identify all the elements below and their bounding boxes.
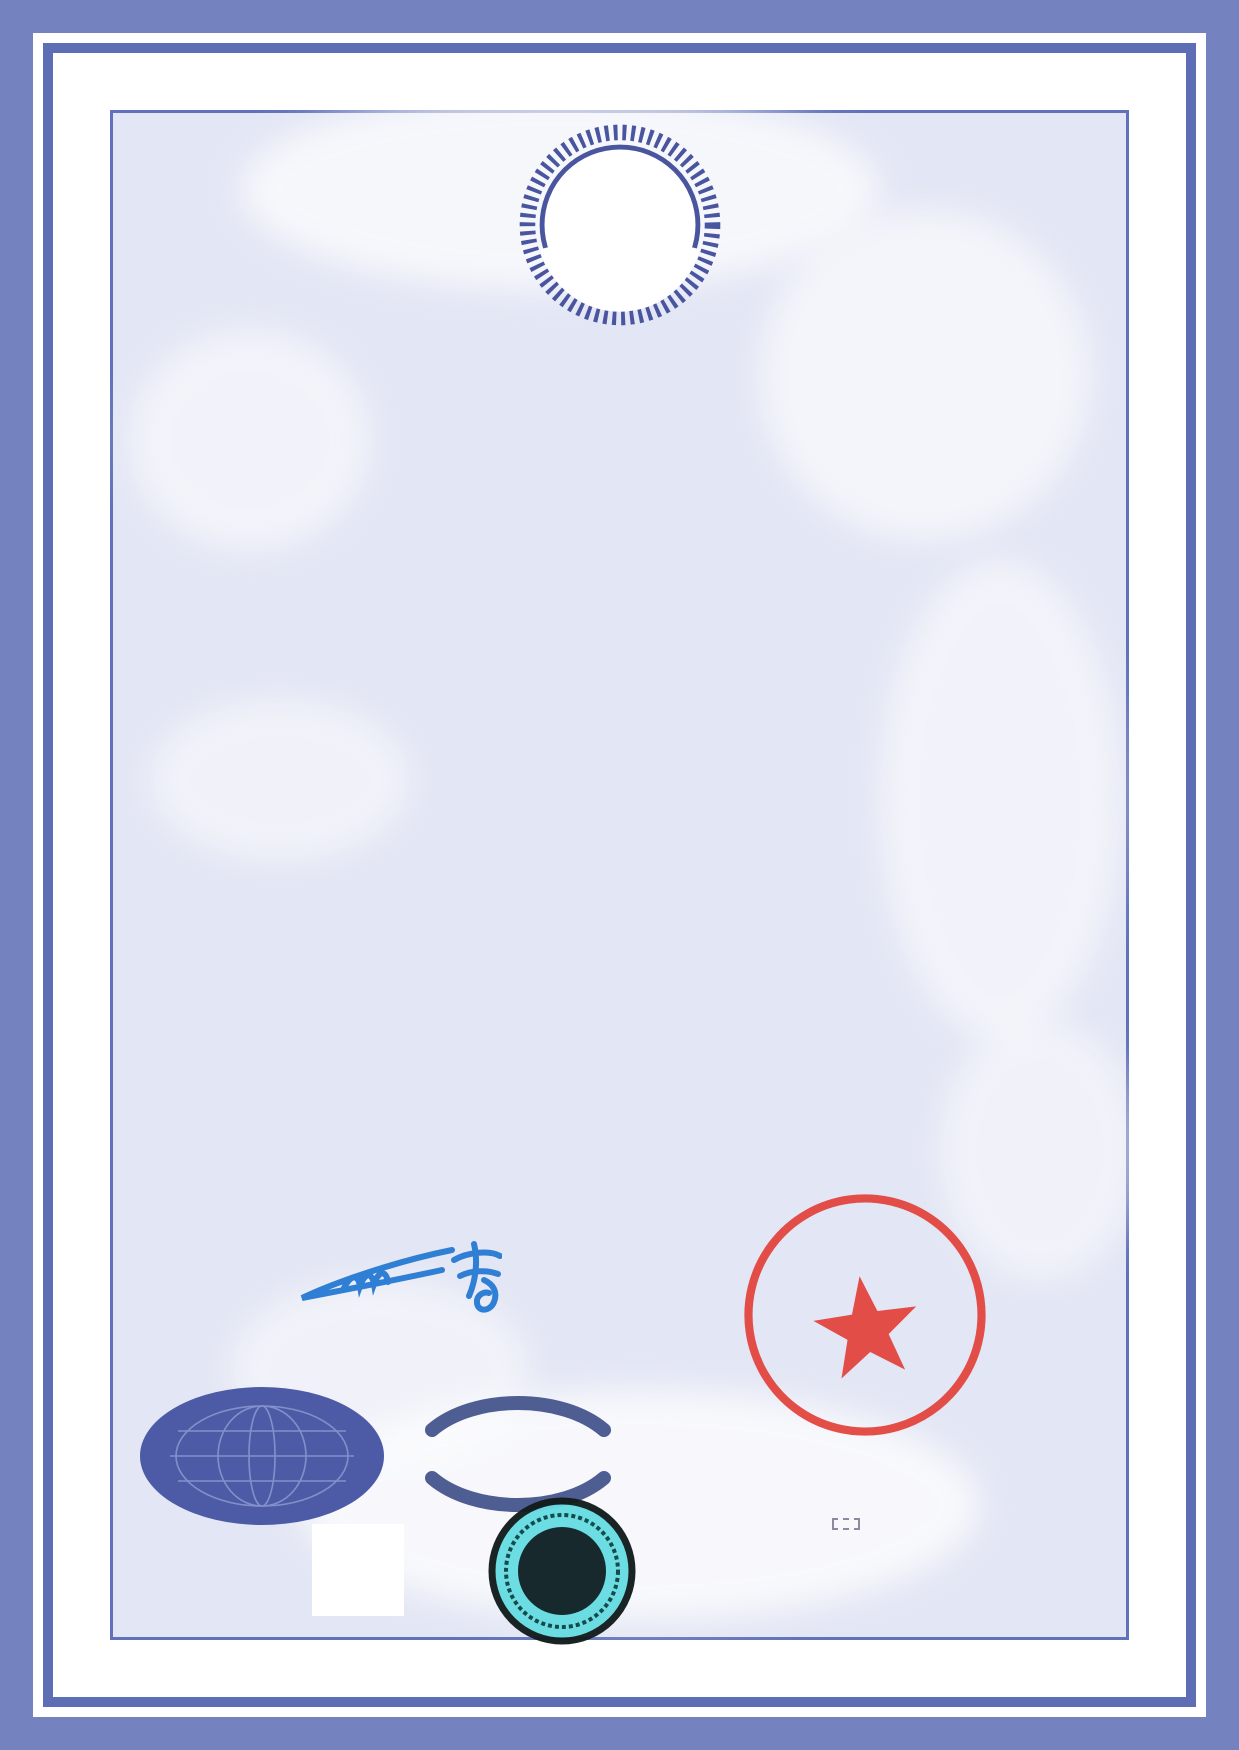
watermark-cloud	[880, 560, 1120, 1040]
wechat-qr-code	[312, 1524, 404, 1616]
seatone-logo-icon	[508, 110, 732, 334]
watermark-cloud	[130, 330, 370, 550]
watermark-cloud	[150, 700, 410, 860]
watermark-cloud	[760, 210, 1090, 540]
sticker-box	[832, 1518, 860, 1530]
border-scroll-right	[1130, 109, 1182, 1641]
iaf-logo-icon	[138, 1385, 386, 1527]
signature-icon	[292, 1236, 502, 1316]
border-scroll-left	[57, 109, 109, 1641]
border-scroll-bottom	[57, 1641, 1182, 1693]
red-stamp-icon	[716, 1166, 1014, 1464]
stamp-star-icon	[808, 1269, 925, 1381]
hologram-seal-icon	[487, 1496, 637, 1646]
